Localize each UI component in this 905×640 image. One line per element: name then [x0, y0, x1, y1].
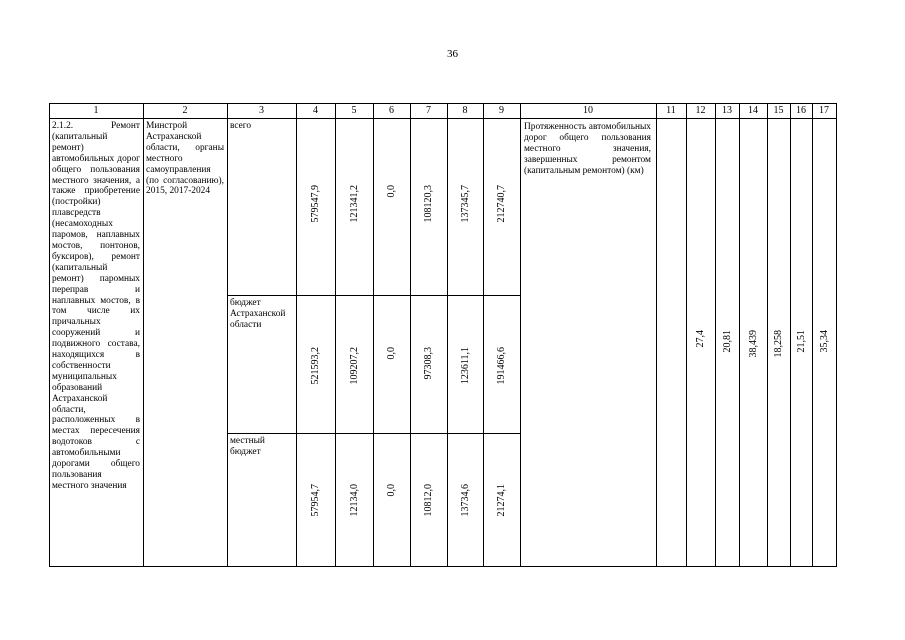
- column-border: [410, 103, 411, 567]
- funding-value: 0,0: [386, 483, 397, 497]
- funding-value: 0,0: [386, 185, 397, 198]
- funding-value: 191466,6: [496, 347, 507, 385]
- funding-value: 579547,9: [310, 185, 321, 223]
- column-border: [656, 103, 657, 567]
- column-border: [739, 103, 740, 567]
- column-border: [715, 103, 716, 567]
- column-border: [520, 103, 521, 567]
- funding-source-total: всего: [230, 121, 252, 131]
- indicator-value: 20,81: [721, 330, 733, 353]
- column-header-8: 8: [462, 105, 468, 116]
- funding-value: 97308,3: [423, 347, 434, 380]
- column-border: [227, 103, 228, 567]
- funding-source-local: местный бюджет: [230, 436, 265, 457]
- column-header-17: 17: [819, 105, 829, 116]
- funding-value: 21274,1: [496, 483, 507, 517]
- column-border: [296, 103, 297, 567]
- indicator-value: 27,4: [695, 330, 706, 348]
- funding-value: 521593,2: [310, 347, 321, 385]
- funding-value: 108120,3: [423, 185, 434, 223]
- funding-source-regional: бюджет Астраханской области: [230, 298, 286, 330]
- header-row-border: [49, 118, 837, 119]
- column-header-4: 4: [313, 105, 318, 116]
- indicator-value: 21,51: [795, 330, 807, 353]
- column-header-5: 5: [351, 105, 357, 116]
- funding-value: 137345,7: [459, 185, 471, 223]
- column-border: [49, 103, 50, 567]
- column-header-16: 16: [796, 105, 806, 116]
- column-border: [812, 103, 813, 567]
- indicator-value: 18,258: [773, 330, 784, 358]
- column-header-12: 12: [695, 105, 706, 116]
- funding-value: 13734,6: [459, 483, 471, 517]
- column-header-6: 6: [389, 105, 394, 116]
- indicator-value: 35,34: [818, 330, 830, 353]
- column-header-13: 13: [722, 105, 732, 116]
- executor-cell: Минстрой Астраханской области, органы местного самоуправления (по согласованию), 2015, 2017-2024: [146, 121, 224, 197]
- funding-value: 123611,1: [459, 347, 471, 385]
- funding-value: 121341,2: [348, 185, 360, 223]
- indicator-name-cell: Протяженность автомобильных дорог общего пользования местного значения, завершенных ремонтом (капитальным ремонтом) (км): [524, 122, 651, 176]
- column-border: [483, 103, 484, 567]
- indicator-value: 38,439: [747, 330, 759, 358]
- column-border: [143, 103, 144, 567]
- column-border: [686, 103, 687, 567]
- column-header-1: 1: [93, 105, 99, 116]
- funding-value: 57954,7: [310, 483, 321, 517]
- column-header-14: 14: [748, 105, 758, 116]
- column-header-11: 11: [666, 105, 676, 116]
- column-header-2: 2: [182, 105, 188, 116]
- column-border: [335, 103, 336, 567]
- funding-value: 0,0: [386, 347, 397, 360]
- funding-value: 109207,2: [348, 347, 360, 385]
- column-border: [767, 103, 768, 567]
- funding-value: 10812,0: [423, 483, 434, 517]
- column-border: [790, 103, 791, 567]
- column-header-15: 15: [773, 105, 784, 116]
- page-number: 36: [447, 48, 458, 60]
- column-border: [447, 103, 448, 567]
- column-border: [836, 103, 837, 567]
- column-header-10: 10: [583, 105, 593, 116]
- column-header-9: 9: [499, 105, 504, 116]
- column-header-3: 3: [259, 105, 264, 116]
- column-header-7: 7: [426, 105, 431, 116]
- measure-name-cell: 2.1.2. Ремонт (капитальный ремонт) автомобильных дорог общего пользования местного значения, а также приобретение (постройки) плавсредств (несамоходных паромов, наплавных мостов, понтонов, буксиров), ремонт (капитальный ремонт) паромных переправ и наплавных мостов, в том числе их причальных сооружений и подвижного состава, находящихся в собственности муниципальных образований Астраханской области, расположенных в местах пересечения водотоков с автомобильными дорогами общего пользования местного значения: [52, 121, 140, 491]
- funding-value: 12134,0: [348, 483, 360, 517]
- funding-value: 212740,7: [496, 185, 507, 223]
- table-bottom-border: [49, 566, 837, 567]
- column-border: [373, 103, 374, 567]
